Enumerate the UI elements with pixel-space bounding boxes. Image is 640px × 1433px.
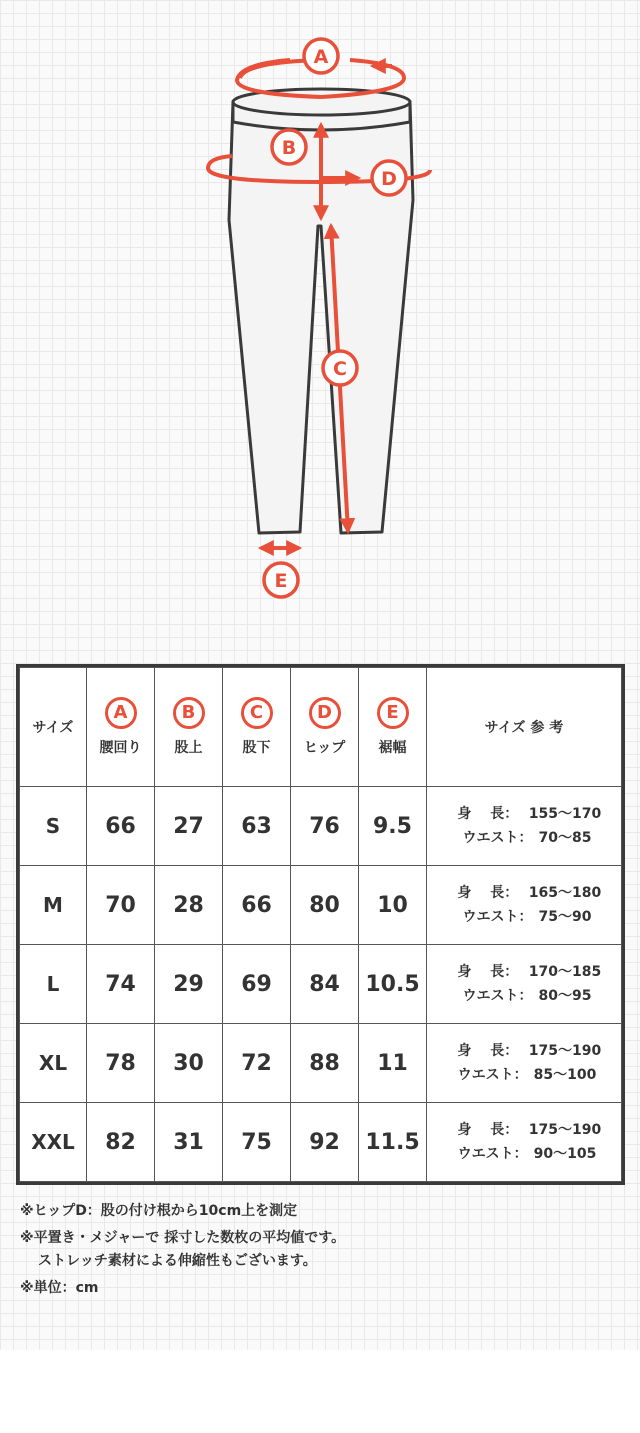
- rise-value: 31: [155, 1103, 223, 1182]
- table-row: [20, 787, 622, 866]
- note-stretch: ストレッチ素材による伸縮性もございます。: [38, 1253, 317, 1269]
- inseam-value: 63: [223, 787, 291, 866]
- badge-e-icon: E: [377, 697, 409, 729]
- size-reference: 身 長： 165～180 ウエスト： 75～90: [427, 866, 622, 945]
- note-unit: ※単位：cm: [20, 1280, 99, 1296]
- hem-value: 9.5: [359, 787, 427, 866]
- badge-a-icon: A: [105, 697, 137, 729]
- marker-e-icon: [264, 563, 298, 597]
- table-row: [20, 1024, 622, 1103]
- waist-value: 70: [87, 866, 155, 945]
- svg-text:C: C: [333, 358, 347, 380]
- header-hem: E 裾幅: [359, 668, 427, 787]
- svg-text:E: E: [274, 570, 288, 592]
- marker-a-icon: [304, 39, 338, 73]
- hem-value: 11.5: [359, 1103, 427, 1182]
- size-table: [19, 667, 622, 1182]
- hem-value: 10.5: [359, 945, 427, 1024]
- note-measurement: ※平置き・メジャーで 採寸した数枚の平均値です。: [20, 1230, 346, 1246]
- inseam-value: 72: [223, 1024, 291, 1103]
- waist-value: 74: [87, 945, 155, 1024]
- hem-value: 11: [359, 1024, 427, 1103]
- size-reference: 身 長： 175～190 ウエスト： 85～100: [427, 1024, 622, 1103]
- marker-c-icon: [323, 351, 357, 385]
- table-row: [20, 866, 622, 945]
- notes: [20, 1200, 345, 1300]
- size-label: M: [20, 866, 87, 945]
- rise-value: 27: [155, 787, 223, 866]
- size-reference: 身 長： 155～170 ウエスト： 70～85: [427, 787, 622, 866]
- rise-value: 28: [155, 866, 223, 945]
- badge-d-icon: D: [309, 697, 341, 729]
- header-reference: サイズ 参 考: [427, 668, 622, 787]
- header-row: [20, 668, 622, 787]
- size-label: S: [20, 787, 87, 866]
- waist-value: 82: [87, 1103, 155, 1182]
- marker-d-icon: [372, 161, 406, 195]
- size-reference: 身 長： 175～190 ウエスト： 90～105: [427, 1103, 622, 1182]
- header-hip: D ヒップ: [291, 668, 359, 787]
- size-label: L: [20, 945, 87, 1024]
- inseam-value: 66: [223, 866, 291, 945]
- hip-value: 92: [291, 1103, 359, 1182]
- svg-text:A: A: [313, 46, 329, 68]
- size-label: XXL: [20, 1103, 87, 1182]
- inseam-value: 69: [223, 945, 291, 1024]
- size-label: XL: [20, 1024, 87, 1103]
- svg-text:D: D: [381, 168, 397, 190]
- table-row: [20, 945, 622, 1024]
- rise-value: 29: [155, 945, 223, 1024]
- table-row: [20, 1103, 622, 1182]
- svg-text:B: B: [281, 137, 297, 159]
- inseam-value: 75: [223, 1103, 291, 1182]
- marker-b-icon: [272, 130, 306, 164]
- waist-value: 78: [87, 1024, 155, 1103]
- pants-measurement-diagram: [0, 0, 640, 640]
- header-size: サイズ: [20, 668, 87, 787]
- header-waist: A 腰回り: [87, 668, 155, 787]
- badge-b-icon: B: [173, 697, 205, 729]
- header-rise: B 股上: [155, 668, 223, 787]
- badge-c-icon: C: [241, 697, 273, 729]
- hip-value: 84: [291, 945, 359, 1024]
- rise-value: 30: [155, 1024, 223, 1103]
- size-reference: 身 長： 170～185 ウエスト： 80～95: [427, 945, 622, 1024]
- hip-value: 88: [291, 1024, 359, 1103]
- note-hip: ※ヒップD：股の付け根から10cm上を測定: [20, 1203, 298, 1219]
- hip-value: 80: [291, 866, 359, 945]
- waist-value: 66: [87, 787, 155, 866]
- header-inseam: C 股下: [223, 668, 291, 787]
- hem-value: 10: [359, 866, 427, 945]
- hip-value: 76: [291, 787, 359, 866]
